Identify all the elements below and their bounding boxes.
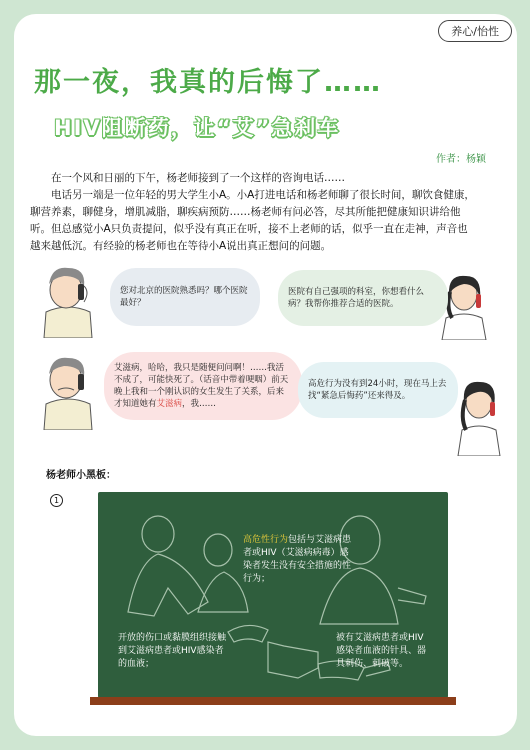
student-illustration [34,262,102,338]
board-highlight: 高危性行为 [243,535,289,545]
page-subtitle: HIV阻断药，让“艾”急刹车 [54,116,341,140]
speech-bubble-teacher-2: 高危行为没有到24小时，现在马上去找“紧急后悔药”还来得及。 [298,362,458,418]
speech-bubble-student-1: 您对北京的医院熟悉吗？哪个医院最好？ [110,268,260,326]
bubble-text: 艾滋病，哈哈，我只是随便问问啊！……我活不成了，可能快死了。（话音中带着哽咽）前天晚上我和一个刚认识的女生发生了关系，后来才知道她有 [114,363,289,409]
chalkboard-ledge [90,697,456,705]
board-text: 包括与艾滋病患者或HIV（艾滋病病毒）感染者发生没有安全措施的性行为； [243,535,352,584]
item-number: 1 [50,494,63,507]
bubble-text: ，我…… [182,399,217,409]
page-title: 那一夜，我真的后悔了…… [34,67,382,98]
board-heading: 杨老师小黑板： [46,470,116,481]
board-text-sexual-behavior [243,534,353,586]
student-illustration [34,352,102,430]
board-text-blood-contact: 开放的伤口或黏膜组织接触到艾滋病患者或HIV感染者的血液； [118,633,227,669]
article-body [30,170,476,255]
highlight-text: 艾滋病 [156,399,183,409]
author-credit: 作者：杨颖 [436,154,486,165]
paragraph: 在一个风和日丽的下午，杨老师接到了一个这样的咨询电话…… [51,172,345,184]
speech-bubble-teacher-1: 医院有自己强项的科室，你想看什么病？我帮你推荐合适的医院。 [278,270,448,326]
board-text-needle: 被有艾滋病患者或HIV感染者血液的针具、器具刺伤、刺破等。 [336,633,427,669]
paragraph: 电话另一端是一位年轻的男大学生小A。小A打进电话和杨老师聊了很长时间，聊饮食健康，聊营养素，聊健身，增肌减脂，聊疾病预防……杨老师有问必答，尽其所能把健康知识讲给他听。但总感觉小A只负责提问，似乎没有真正在听，接不上老师的话，似乎一直在走神，声音也越来越低沉。有经验的杨老师也在等待小A说出真正想问的问题。 [30,189,475,252]
speech-bubble-student-2 [104,352,302,420]
teacher-illustration [454,370,504,456]
column-tag: 养心/怡性 [438,20,512,42]
